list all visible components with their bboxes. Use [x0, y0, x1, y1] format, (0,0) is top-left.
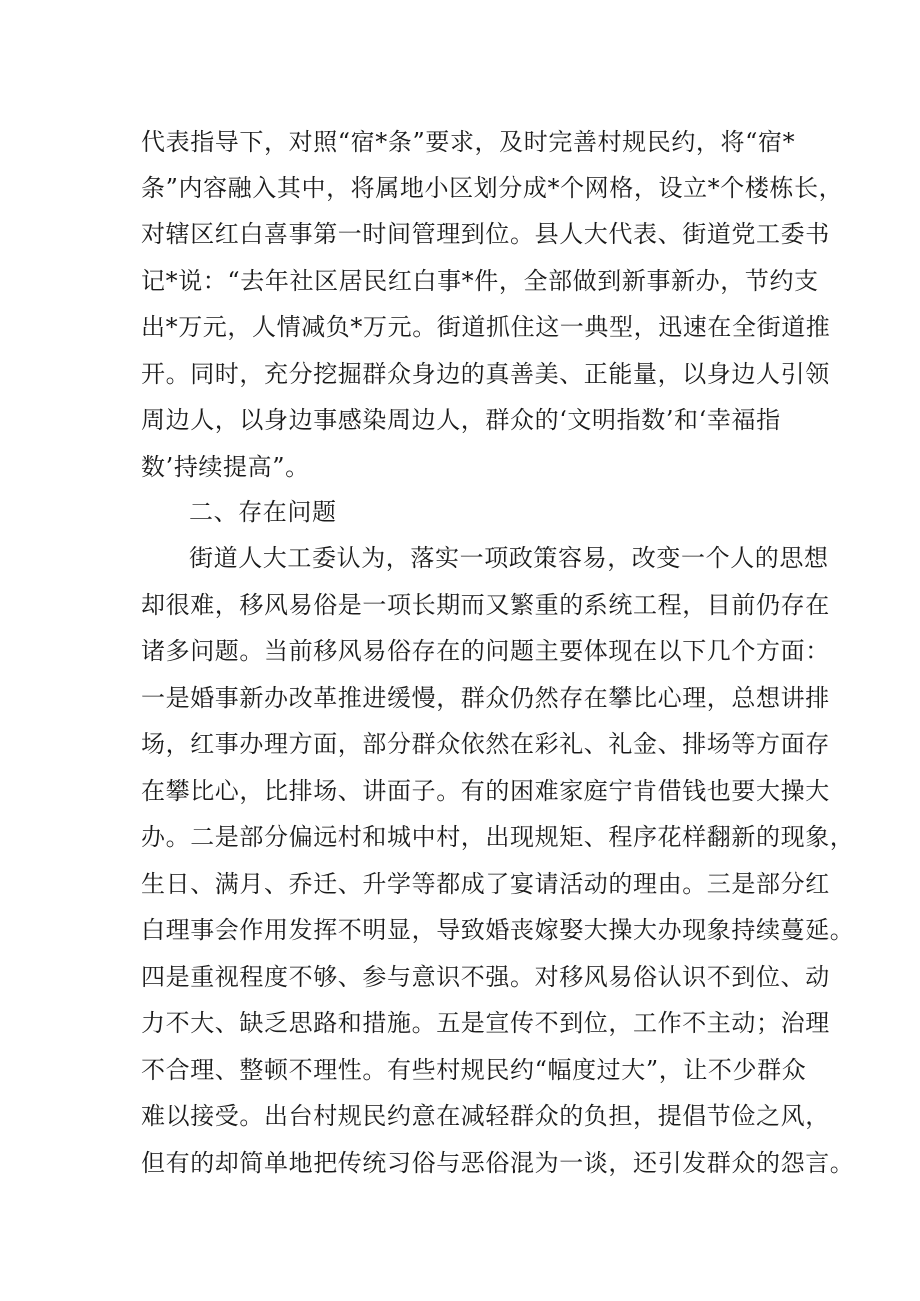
paragraph-line: 白理事会作用发挥不明显，导致婚丧嫁娶大操大办现象持续蔓延。	[141, 916, 855, 944]
paragraph-line: 在攀比心，比排场、讲面子。有的困难家庭宁肯借钱也要大操大	[141, 777, 830, 805]
paragraph-line: 对辖区红白喜事第一时间管理到位。县人大代表、街道党工委书	[141, 220, 830, 248]
paragraph-line: 街道人大工委认为，落实一项政策容易，改变一个人的思想	[189, 544, 829, 572]
paragraph-line: 难以接受。出台村规民约意在减轻群众的负担，提倡节俭之风，	[141, 1102, 830, 1130]
paragraph-line: 力不大、缺乏思路和措施。五是宣传不到位，工作不主动；治理	[141, 1009, 830, 1037]
paragraph-line: 但有的却简单地把传统习俗与恶俗混为一谈，还引发群众的怨言。	[141, 1149, 855, 1177]
paragraph-line: 不合理、整顿不理性。有些村规民约“幅度过大”，让不少群众	[141, 1056, 807, 1084]
paragraph-line: 数’持续提高”。	[141, 453, 310, 481]
paragraph-line: 场，红事办理方面，部分群众依然在彩礼、礼金、排场等方面存	[141, 730, 830, 758]
paragraph-line: 办。二是部分偏远村和城中村，出现规矩、程序花样翻新的现象，	[141, 823, 855, 851]
paragraph-line: 生日、满月、乔迁、升学等都成了宴请活动的理由。三是部分红	[141, 870, 830, 898]
paragraph-line: 代表指导下，对照“宿*条”要求，及时完善村规民约，将“宿*	[141, 128, 796, 156]
paragraph-line: 记*说：“去年社区居民红白事*件，全部做到新事新办，节约支	[141, 267, 819, 295]
paragraph-line: 四是重视程度不够、参与意识不强。对移风易俗认识不到位、动	[141, 963, 830, 991]
paragraph-line: 开。同时，充分挖掘群众身边的真善美、正能量，以身边人引领	[141, 360, 830, 388]
paragraph-line: 周边人，以身边事感染周边人，群众的‘文明指数’和‘幸福指	[141, 406, 781, 434]
paragraph-line: 条”内容融入其中，将属地小区划分成*个网格，设立*个楼栋长，	[141, 174, 844, 202]
section-heading: 二、存在问题	[189, 498, 337, 526]
paragraph-line: 却很难，移风易俗是一项长期而又繁重的系统工程，目前仍存在	[141, 591, 830, 619]
paragraph-line: 出*万元，人情减负*万元。街道抓住这一典型，迅速在全街道推	[141, 313, 831, 341]
paragraph-line: 诸多问题。当前移风易俗存在的问题主要体现在以下几个方面：	[141, 637, 830, 665]
paragraph-line: 一是婚事新办改革推进缓慢，群众仍然存在攀比心理，总想讲排	[141, 684, 830, 712]
